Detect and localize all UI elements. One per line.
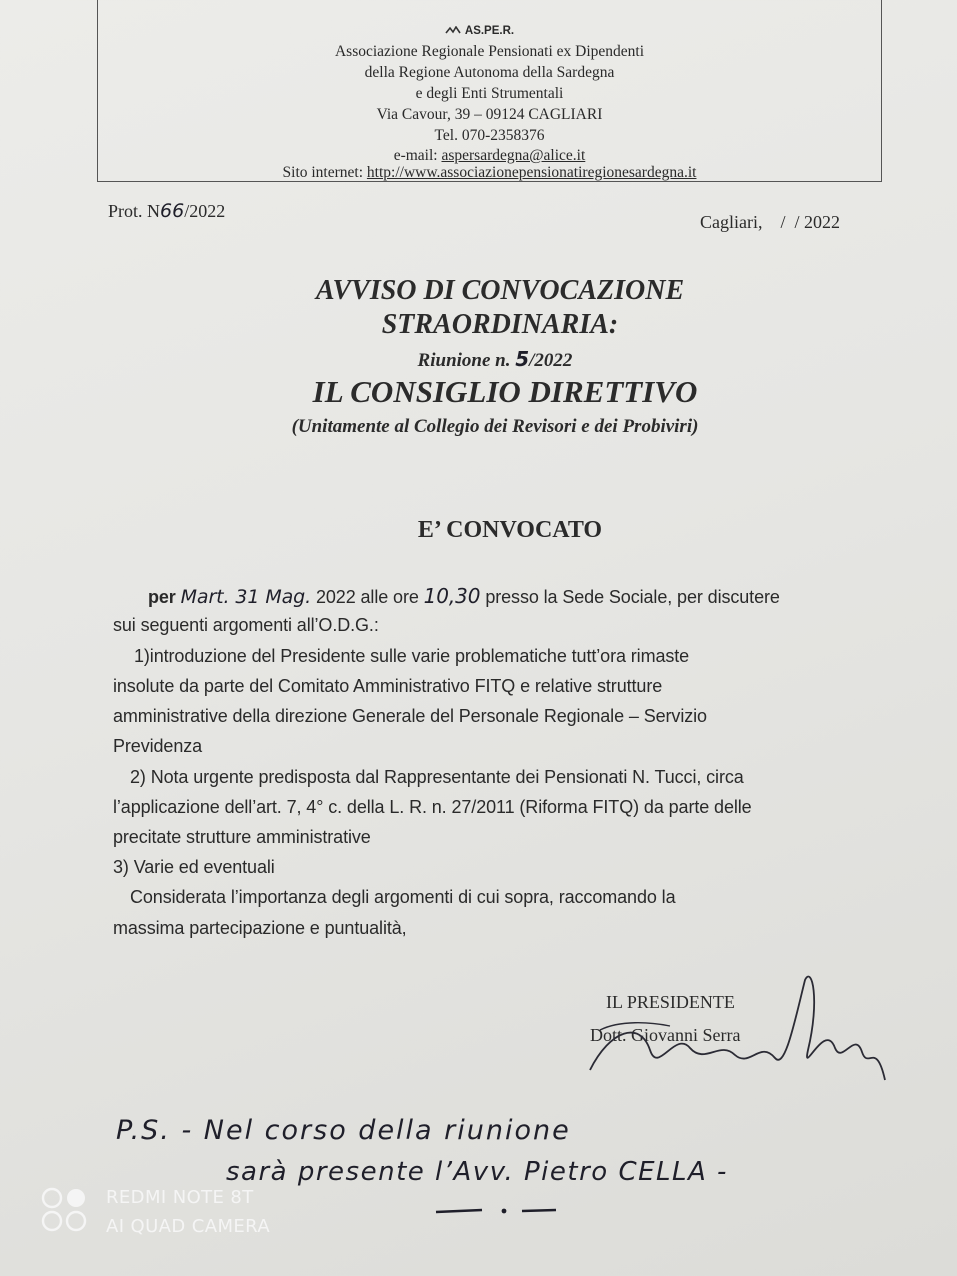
meeting-suffix: /2022 [529,350,573,371]
brand-text: AS.PE.R. [464,25,515,37]
body-line-7: l’applicazione dell’art. 7, 4° c. della L. R. n. 27/2011 (Riforma FITQ) da parte delle [113,797,752,817]
watermark-line-2: AI QUAD CAMERA [106,1216,271,1237]
body-line-5: Previdenza [113,736,203,756]
email-link[interactable]: aspersardegna@alice.it [441,147,586,164]
website-label: Sito internet: [282,164,364,181]
body-line-10: Considerata l’importanza degli argomenti di cui sopra, raccomando la [130,887,676,907]
letterhead-brand [88,22,871,41]
notice-title: AVVISO DI CONVOCAZIONE [315,275,685,306]
postscript-line-1: P.S. - Nel corso della riunione [116,1115,571,1146]
notice-subtitle-straordinaria: STRAORDINARIA: [381,309,619,340]
meeting-number [0,347,957,372]
body-line-1: sui seguenti argomenti all’O.D.G.: [113,615,379,635]
meeting-prefix: Riunione n. [417,350,511,371]
body-line-11: massima partecipazione e puntualità, [113,918,407,938]
body-line-8: precitate strutture amministrative [113,827,371,847]
protocol-prefix: Prot. N [108,201,161,221]
meeting-handwritten-number: 5 [515,347,530,371]
handwritten-date: Mart. 31 Mag. [180,586,312,608]
after-date-text: 2022 alle ore [315,587,419,607]
body-line-date-time [148,584,780,608]
president-name: Dott. Giovanni Serra [590,1025,741,1045]
letterhead-line-3: e degli Enti Strumentali [415,85,564,102]
website-link[interactable]: http://www.associazionepensionatiregionesardegna.it [366,164,697,181]
body-line-3: insolute da parte del Comitato Amministrativo FITQ e relative strutture [113,676,663,696]
protocol-number [108,200,225,222]
letterhead-website-row [98,163,881,182]
council-heading: IL CONSIGLIO DIRETTIVO [312,374,698,409]
letterhead-box [97,0,882,182]
watermark-line-1: REDMI NOTE 8T [106,1187,254,1208]
body-line-4: amministrative della direzione Generale del Personale Regionale – Servizio [113,706,707,726]
protocol-handwritten-number: 66 [160,200,185,222]
council-subtitle: (Unitamente al Collegio dei Revisori e dei Probiviri) [291,416,699,437]
email-label: e-mail: [393,147,438,164]
postscript-underline-icon [432,1203,562,1219]
handwritten-time: 10,30 [423,584,481,608]
camera-lens-icon [40,1186,90,1234]
body-line-2: 1)introduzione del Presidente sulle varie problematiche tutt’ora rimaste [134,646,690,666]
convocato-heading: E’ CONVOCATO [417,517,603,543]
postscript-line-2: sarà presente l’Avv. Pietro CELLA - [226,1157,728,1187]
handwritten-signature-icon [580,960,900,1110]
letterhead-address: Via Cavour, 39 – 09124 CAGLIARI [376,106,603,123]
date-line: Cagliari, / / 2022 [700,212,840,232]
association-logo-icon [445,26,461,35]
body-line-9: 3) Varie ed eventuali [113,857,275,877]
letterhead-line-2: della Regione Autonoma della Sardegna [364,64,615,81]
letterhead-phone: Tel. 070-2358376 [434,127,545,144]
body-line-6: 2) Nota urgente predisposta dal Rappresentante dei Pensionati N. Tucci, circa [130,767,744,787]
protocol-suffix: /2022 [184,201,226,221]
camera-watermark [106,1183,270,1241]
president-title: IL PRESIDENTE [606,992,735,1012]
after-time-text: presso la Sede Sociale, per discutere [485,587,780,607]
per-label: per [148,587,176,607]
letterhead-line-1: Associazione Regionale Pensionati ex Dipendenti [334,43,645,60]
